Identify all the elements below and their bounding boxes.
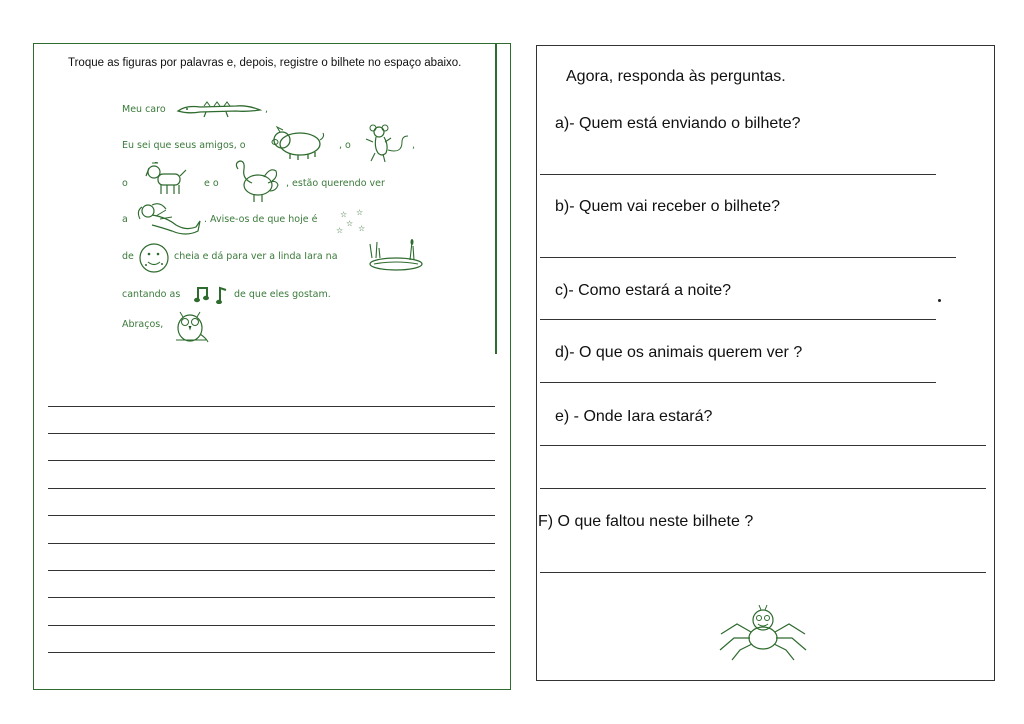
answer-line-a[interactable] <box>540 174 936 175</box>
writing-line[interactable] <box>48 460 495 461</box>
svg-text:☆: ☆ <box>336 226 344 235</box>
writing-line[interactable] <box>48 488 495 489</box>
moon-icon <box>138 242 170 274</box>
writing-line[interactable] <box>48 652 495 653</box>
spider-icon <box>715 598 811 662</box>
note-line-3c: , estão querendo ver <box>286 178 385 189</box>
note-line-2a: Eu sei que seus amigos, o <box>122 140 246 151</box>
question-d: d)- O que os animais querem ver ? <box>555 344 803 361</box>
note-line-2b: , o <box>339 140 351 151</box>
dog-icon <box>144 162 188 196</box>
questions-heading: Agora, responda às perguntas. <box>566 68 786 85</box>
note-line-6a: cantando as <box>122 289 181 300</box>
question-b: b)- Quem vai receber o bilhete? <box>555 198 780 215</box>
note-line-3b: e o <box>204 178 219 189</box>
stray-dot <box>938 299 941 302</box>
mouse-icon <box>361 124 411 164</box>
answer-line-d[interactable] <box>540 382 936 383</box>
note-line-5a: de <box>122 251 134 262</box>
note-line-2c: , <box>412 140 416 151</box>
note-line-3a: o <box>122 178 128 189</box>
instruction-text <box>48 56 488 70</box>
questions-panel <box>536 45 995 681</box>
question-c: c)- Como estará a noite? <box>555 282 732 299</box>
svg-text:☆: ☆ <box>356 208 364 217</box>
question-f: F) O que faltou neste bilhete ? <box>538 513 754 530</box>
note-line-4b: . Avise-os de que hoje é <box>204 214 318 225</box>
writing-line[interactable] <box>48 625 495 626</box>
panel-divider <box>495 44 497 354</box>
note-exercise-panel <box>33 43 511 690</box>
mermaid-icon <box>134 199 202 235</box>
turkey-icon <box>232 159 280 203</box>
owl-icon <box>172 310 210 344</box>
note-line-7: Abraços, <box>122 319 164 330</box>
writing-line[interactable] <box>48 406 495 407</box>
stars-icon <box>334 207 374 235</box>
svg-text:☆: ☆ <box>346 219 354 228</box>
note-line-5b: cheia e dá para ver a linda Iara na <box>174 251 338 262</box>
answer-line-b[interactable] <box>540 257 956 258</box>
svg-text:☆: ☆ <box>358 224 366 233</box>
writing-line[interactable] <box>48 597 495 598</box>
lake-icon <box>366 238 428 274</box>
answer-line-f[interactable] <box>540 572 986 573</box>
answer-line-e1[interactable] <box>540 445 986 446</box>
pig-icon <box>270 124 328 160</box>
question-e: e) - Onde Iara estará? <box>555 408 713 425</box>
writing-line[interactable] <box>48 570 495 571</box>
question-a: a)- Quem está enviando o bilhete? <box>555 115 801 132</box>
writing-line[interactable] <box>48 515 495 516</box>
svg-text:☆: ☆ <box>340 210 348 219</box>
music-notes-icon <box>194 284 230 304</box>
instruction-label: Troque as figuras por palavras e, depois, registre o bilhete no espaço abaixo. <box>68 57 462 69</box>
note-line-6b: de que eles gostam. <box>234 289 331 300</box>
writing-line[interactable] <box>48 433 495 434</box>
crocodile-icon <box>176 99 262 119</box>
note-line-1b: , <box>265 104 269 115</box>
note-line-1a: Meu caro <box>122 104 166 115</box>
writing-line[interactable] <box>48 543 495 544</box>
answer-line-e2[interactable] <box>540 488 986 489</box>
answer-line-c[interactable] <box>540 319 936 320</box>
note-line-4a: a <box>122 214 128 225</box>
